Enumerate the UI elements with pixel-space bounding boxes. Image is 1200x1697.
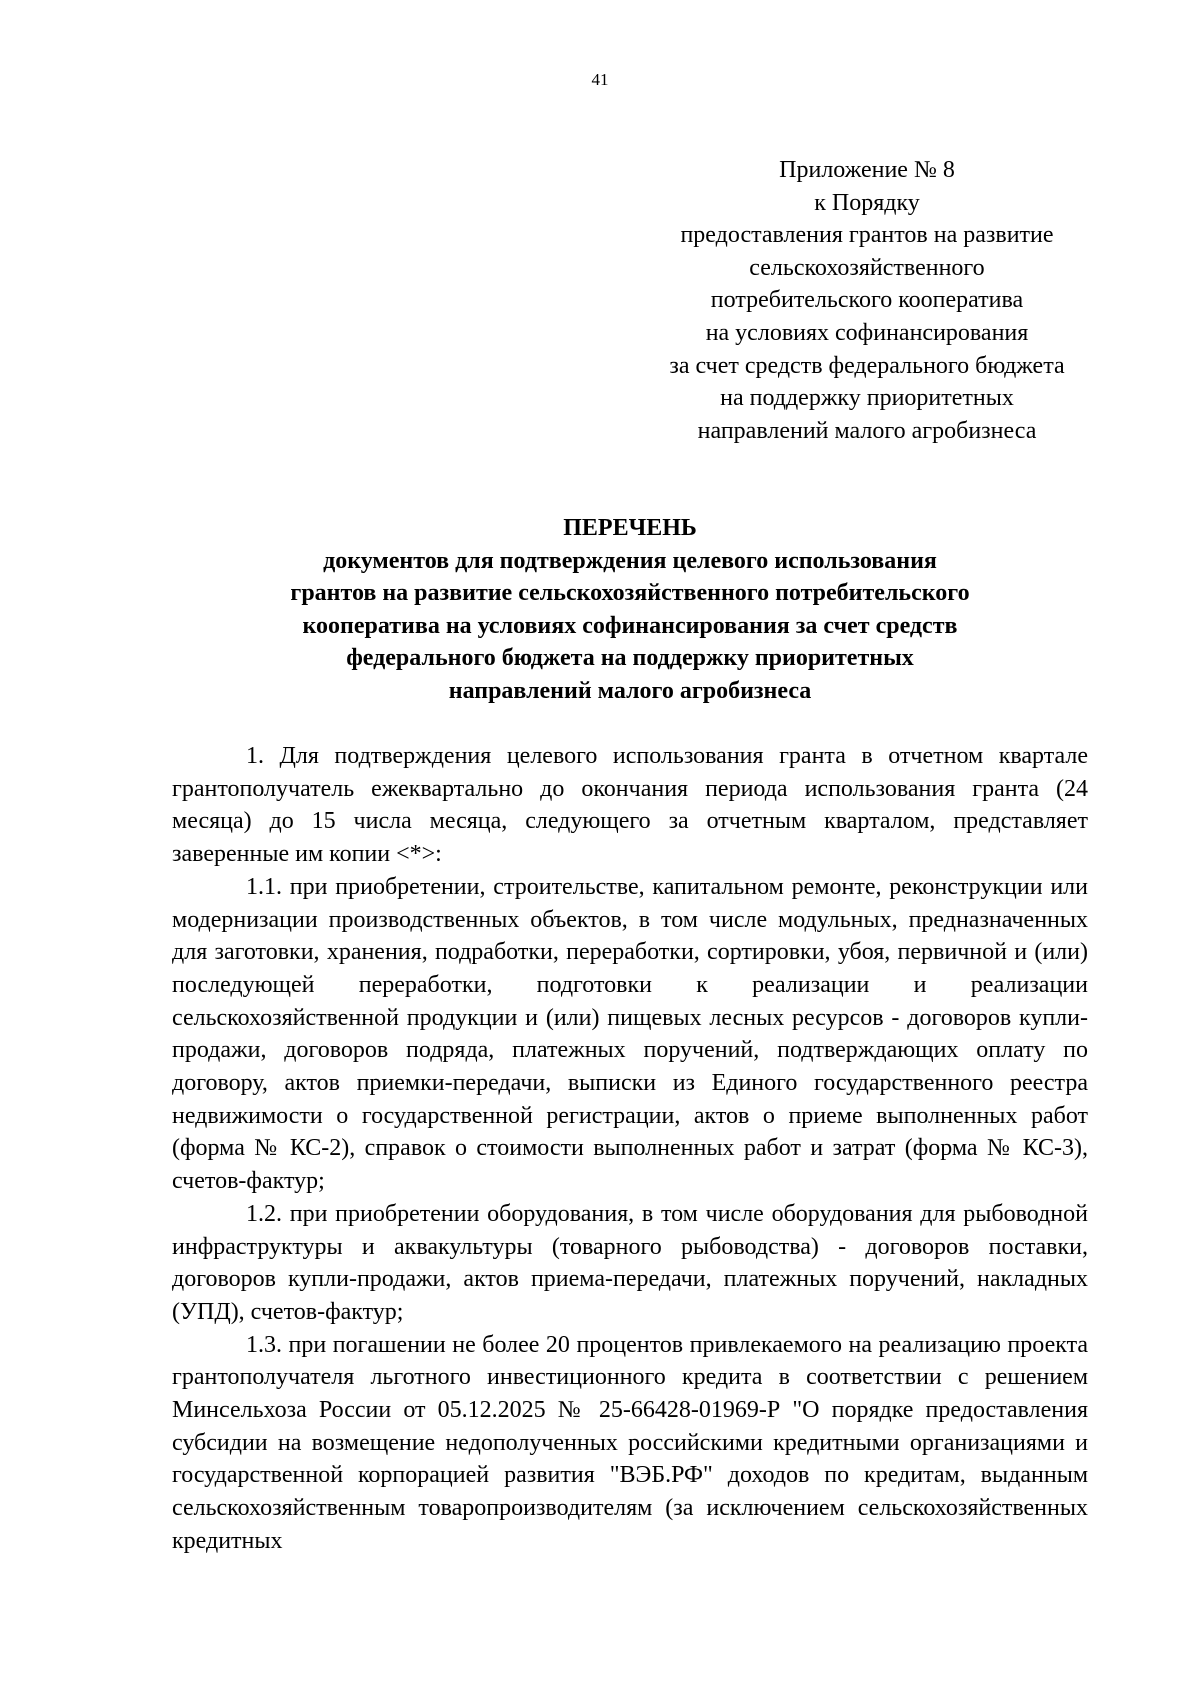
paragraph-1-1: 1.1. при приобретении, строительстве, капитальном ремонте, реконструкции или модернизации производственных объектов, в том числе модульных, предназначенных для заготовки, хранения, подработки, переработки, сортировки, убоя, первичной и (или) последующей переработки, подготовки к реализации и реализации сельскохозяйственной продукции и (или) пищевых лесных ресурсов - договоров купли-продажи, договоров подряда, платежных поручений, подтверждающих оплату по договору, актов приемки-передачи, выписки из Единого государственного реестра недвижимости о государственной регистрации, актов о приеме выполненных работ (форма № КС-2), справок о стоимости выполненных работ и затрат (форма № КС-3), счетов-фактур;: [172, 873, 1088, 1195]
paragraph-1: 1. Для подтверждения целевого использования гранта в отчетном квартале грантополучатель ежеквартально до окончания периода использования гранта (24 месяца) до 15 числа месяца, следующего за отчетным кварталом, представляет заверенные им копии <*>:: [172, 743, 1088, 868]
page-number: 41: [591, 70, 609, 89]
paragraph-1-2: 1.2. при приобретении оборудования, в том числе оборудования для рыбоводной инфраструктуры и аквакультуры (товарного рыбоводства) - договоров поставки, договоров купли-продажи, актов приема-передачи, платежных поручений, накладных (УПД), счетов-фактур;: [172, 1200, 1088, 1325]
heading-line: грантов на развитие сельскохозяйственного потребительского: [290, 580, 970, 607]
appendix-line: предоставления грантов на развитие: [680, 222, 1054, 249]
paragraph-1-3: 1.3. при погашении не более 20 процентов привлекаемого на реализацию проекта грантополучателя льготного инвестиционного кредита в соответствии с решением Минсельхоза России от 05.12.2025 № 25-66428-01969-Р "О порядке предоставления субсидии на возмещение недополученных российскими кредитными организациями и государственной корпорацией развития "ВЭБ.РФ" доходов по кредитам, выданным сельскохозяйственным товаропроизводителям (за исключением сельскохозяйственных кредитных: [172, 1331, 1088, 1554]
document-heading: [172, 512, 1088, 708]
appendix-block: [617, 154, 1117, 447]
appendix-line: потребительского кооператива: [710, 287, 1024, 314]
appendix-line: сельскохозяйственного: [749, 254, 985, 281]
appendix-line: Приложение № 8: [779, 157, 955, 183]
heading-line: федерального бюджета на поддержку приоритетных: [346, 645, 914, 672]
appendix-line: направлений малого агробизнеса: [697, 417, 1037, 444]
appendix-line: на поддержку приоритетных: [720, 385, 1014, 412]
appendix-line: за счет средств федерального бюджета: [669, 352, 1065, 379]
appendix-line: на условиях софинансирования: [705, 319, 1029, 346]
heading-line: кооператива на условиях софинансирования за счет средств: [302, 612, 958, 639]
appendix-line: к Порядку: [814, 189, 920, 216]
document-title: ПЕРЕЧЕНЬ: [563, 515, 697, 541]
heading-line: направлений малого агробизнеса: [448, 677, 812, 704]
document-body: [172, 740, 1088, 1558]
heading-line: документов для подтверждения целевого использования: [323, 547, 937, 574]
